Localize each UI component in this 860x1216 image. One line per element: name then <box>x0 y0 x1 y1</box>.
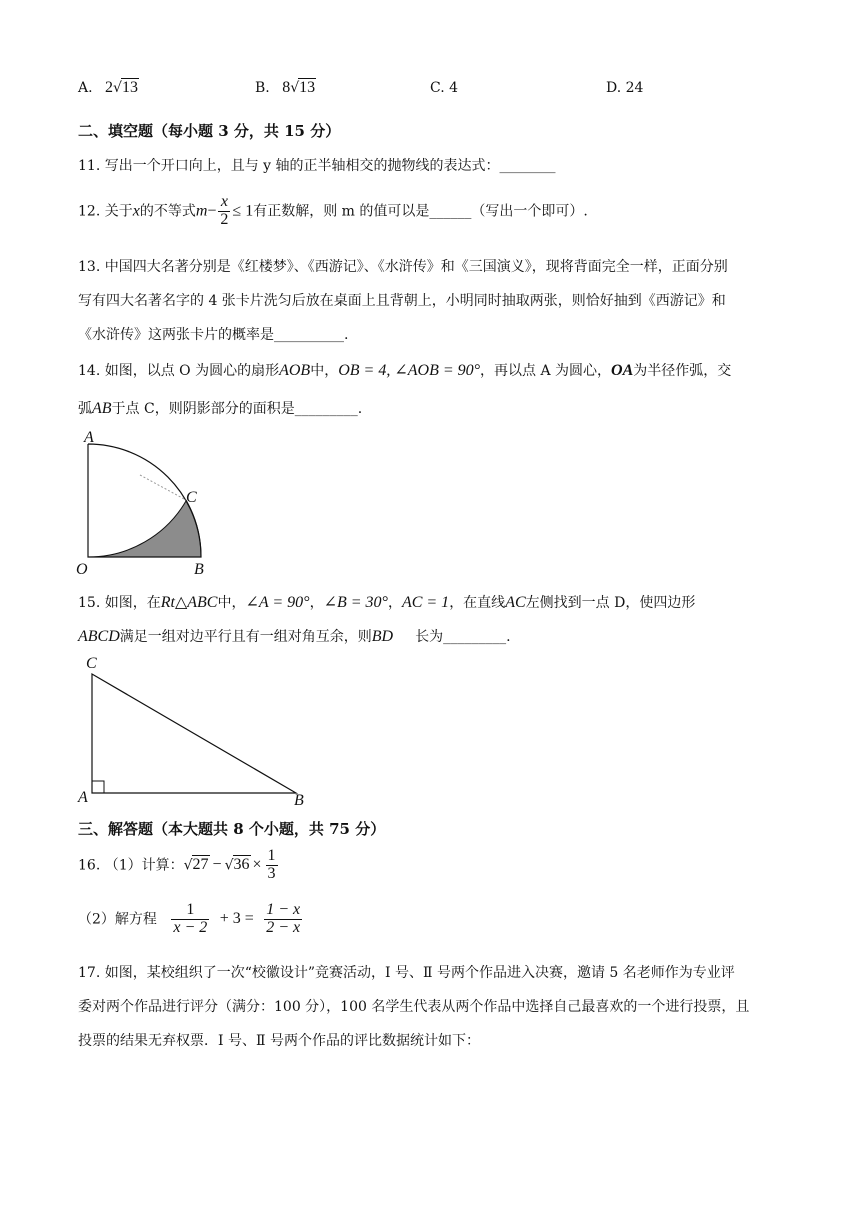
radical-sign: √ <box>113 80 122 96</box>
shaded-region <box>88 501 201 558</box>
q16-eq-fraction-left: $\frac{1}{x - 2}$ <box>173 901 208 936</box>
question-11: 11. 写出一个开口向上，且与 y 轴的正半轴相交的抛物线的表达式：________ <box>78 158 556 174</box>
section-heading-fill-in: 二、填空题（每小题 3 分，共 15 分） <box>78 122 341 140</box>
q14-mid2: ，再以点 A 为圆心， <box>480 363 612 379</box>
q14-condition: OB = 4, ∠AOB = 90° <box>338 362 481 379</box>
right-angle-mark <box>92 781 104 793</box>
triangle-abc <box>92 674 296 793</box>
label-b: B <box>194 561 204 578</box>
q16-times: × <box>252 856 262 874</box>
question-16-part-1 <box>78 848 280 883</box>
q15-tail1: 左侧找到一点 D，使四边形 <box>525 595 696 611</box>
option-b-radicand: 13 <box>299 79 316 96</box>
label-a: A <box>78 789 88 806</box>
question-15-line-1 <box>78 592 695 612</box>
q16-radicand-27: 27 <box>192 856 209 874</box>
q14-tail1: 为半径作弧，交 <box>633 363 732 379</box>
q16-radicand-36: 36 <box>233 856 250 874</box>
q15-sep2: ， <box>387 595 402 611</box>
option-a-coef: 2 <box>105 79 114 96</box>
q12-leq: ≤ 1 <box>232 202 254 220</box>
q12-expr-m: m <box>195 202 208 220</box>
q14-arc: AB <box>92 400 112 417</box>
option-b-coef: 8 <box>282 79 291 96</box>
radical-sign: √ <box>224 857 234 874</box>
q16-part1-prefix: 16. （1）计算： <box>78 857 184 874</box>
question-16-part-2 <box>78 902 304 937</box>
question-12 <box>78 194 588 229</box>
question-14-line-2 <box>78 398 362 418</box>
option-b <box>255 78 316 97</box>
q15-mid2: ，在直线 <box>449 595 506 611</box>
question-14-line-1 <box>78 360 731 380</box>
q16-minus: − <box>212 856 222 874</box>
q12-var-x: x <box>132 202 140 220</box>
radical-sign: √ <box>183 857 193 874</box>
question-17-line-1: 17. 如图，某校组织了一次“校徽设计”竞赛活动，Ⅰ 号、Ⅱ 号两个作品进入决赛，邀请 5 名老师作为专业评 <box>78 965 735 981</box>
q16-part2-prefix: （2）解方程 <box>78 911 157 928</box>
option-a <box>78 78 139 97</box>
question-13-line-3: 《水浒传》这两张卡片的概率是__________. <box>78 327 349 343</box>
q16-eq-fraction-right: $\frac{1 - x}{2 - x}$ <box>266 901 301 936</box>
option-a-letter: A. <box>78 80 93 96</box>
question-15-line-2 <box>78 626 511 646</box>
option-d: D. 24 <box>606 80 644 96</box>
q15-angle-b: ∠B = 30° <box>323 594 388 611</box>
label-c: C <box>86 655 97 672</box>
q15-line2-mid: 满足一组对边平行且有一组对角互余，则 <box>119 629 372 645</box>
label-b: B <box>294 792 304 808</box>
q14-radius: OA <box>611 362 634 379</box>
section-heading-solutions: 三、解答题（本大题共 8 个小题，共 75 分） <box>78 820 386 838</box>
option-b-letter: B. <box>255 80 270 96</box>
question-17-line-2: 委对两个作品进行评分（满分：100 分），100 名学生代表从两个作品中选择自己最喜欢的一个进行投票，且 <box>78 999 750 1015</box>
q12-prefix: 12. 关于 <box>78 203 133 220</box>
option-c: C. 4 <box>430 80 459 96</box>
q15-sep1: ， <box>309 595 324 611</box>
q12-fraction: $\frac{x}{2}$ <box>220 193 229 228</box>
q12-suffix: 有正数解，则 m 的值可以是______（写出一个即可）. <box>253 203 588 220</box>
q14-line2-prefix: 弧 <box>78 401 92 417</box>
question-13-line-1: 13. 中国四大名著分别是《红楼梦》、《西游记》、《水浒传》和《三国演义》，现将背面完全一样，正面分别 <box>78 259 728 275</box>
q16-plus-equals: + 3 = <box>219 910 254 928</box>
q15-ac2: AC <box>505 594 526 611</box>
q16-fraction: $\frac{1}{3}$ <box>267 847 276 882</box>
question-13-line-2: 写有四大名著名字的 4 张卡片洗匀后放在桌面上且背朝上，小明同时抽取两张，则恰好抽到《西游记》和 <box>78 293 726 309</box>
q15-angle-a: ∠A = 90° <box>245 594 310 611</box>
q14-prefix: 14. 如图，以点 O 为圆心的扇形 <box>78 363 280 379</box>
radical-sign: √ <box>290 80 300 96</box>
q14-line2-tail: 于点 C，则阴影部分的面积是_________. <box>111 401 363 417</box>
label-a: A <box>84 429 94 446</box>
option-a-radicand: 13 <box>121 79 138 96</box>
q15-ac: AC = 1 <box>401 594 450 611</box>
sector-figure <box>70 428 220 580</box>
question-17-line-3: 投票的结果无弃权票．Ⅰ 号、Ⅱ 号两个作品的评比数据统计如下： <box>78 1033 480 1049</box>
label-c: C <box>186 489 197 506</box>
q15-triangle: Rt△ABC <box>160 594 218 611</box>
q14-sector: AOB <box>279 362 311 379</box>
q15-prefix: 15. 如图，在 <box>78 595 161 611</box>
q15-line2-tail: 长为_________. <box>415 629 511 645</box>
q14-mid1: 中， <box>310 363 339 379</box>
label-o: O <box>76 561 88 578</box>
q15-quadrilateral: ABCD <box>78 628 120 645</box>
q12-minus: − <box>207 202 217 220</box>
triangle-figure <box>74 652 324 808</box>
q15-mid1: 中， <box>217 595 246 611</box>
q15-bd: BD <box>371 628 394 645</box>
q12-mid: 的不等式 <box>139 203 196 220</box>
dotted-line-ac <box>140 475 186 500</box>
